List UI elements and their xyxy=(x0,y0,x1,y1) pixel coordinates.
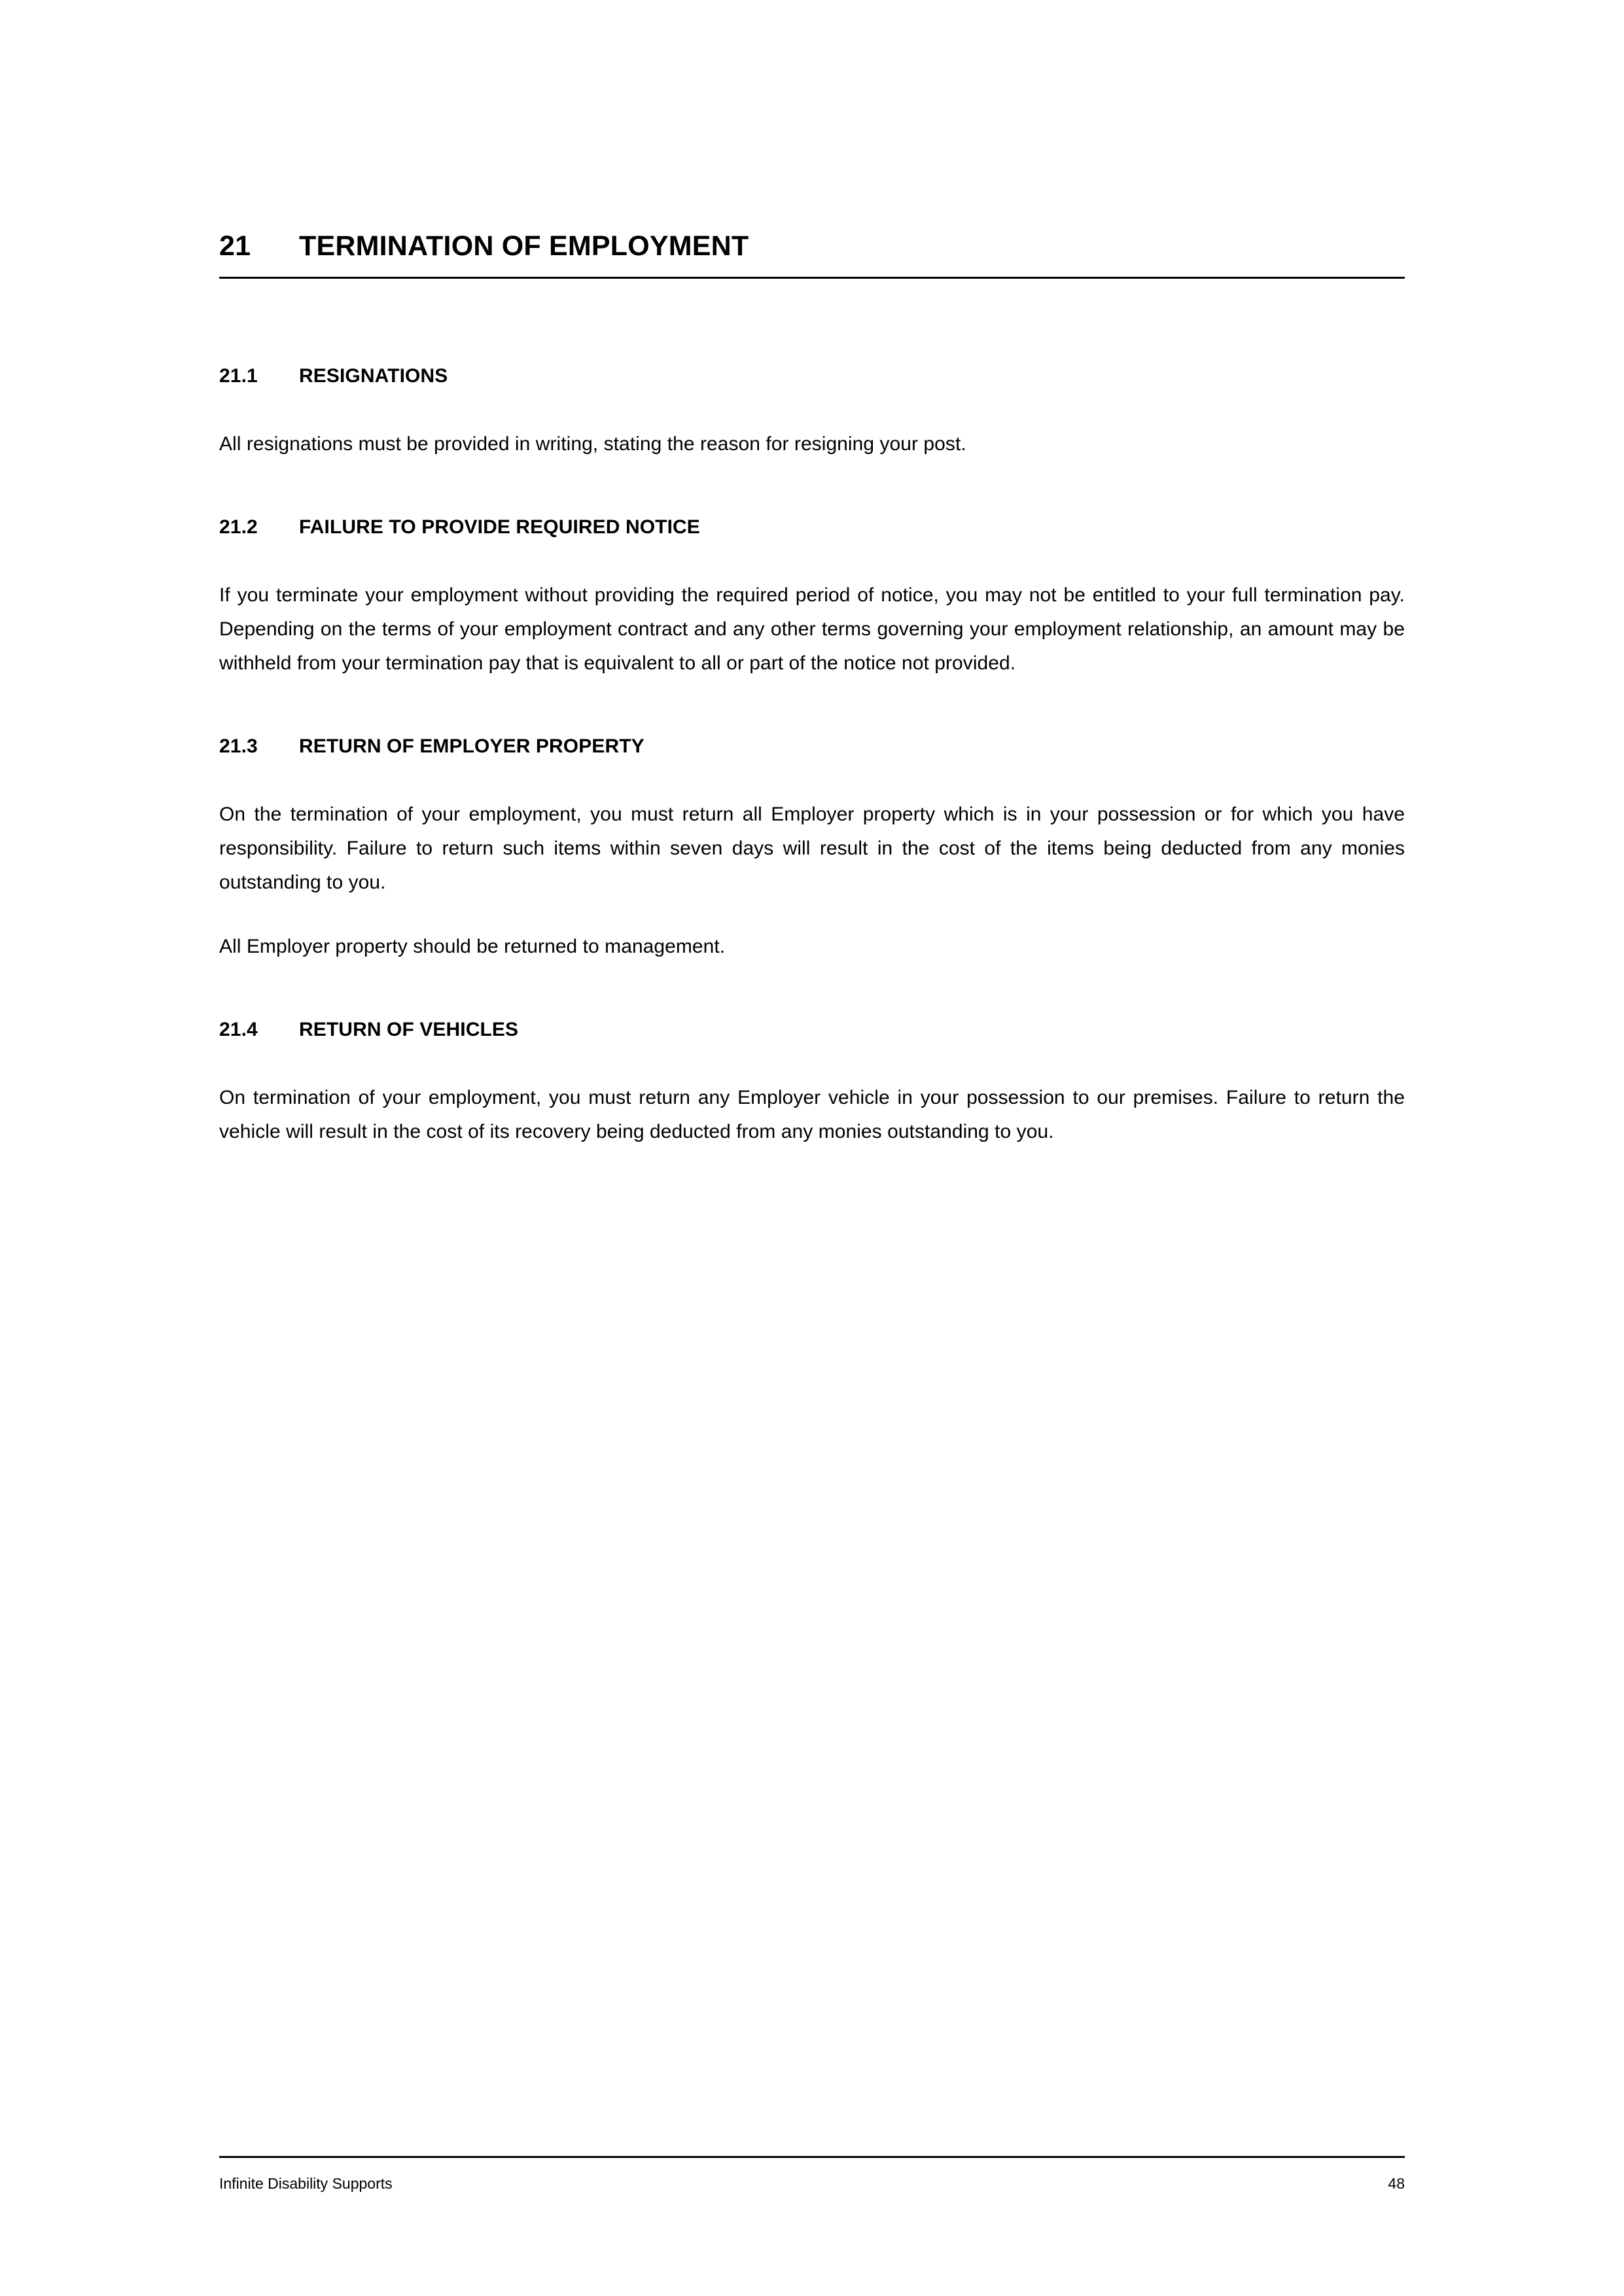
section-heading-21-2 xyxy=(219,516,1405,539)
section-number: 21.4 xyxy=(219,1019,258,1040)
footer-row xyxy=(219,2175,1405,2193)
section-number: 21.2 xyxy=(219,516,258,538)
section-title: RETURN OF VEHICLES xyxy=(299,1019,519,1040)
spacer xyxy=(219,1041,1405,1081)
footer-organisation: Infinite Disability Supports xyxy=(219,2175,393,2192)
chapter-divider xyxy=(219,277,1405,279)
section-title: RETURN OF EMPLOYER PROPERTY xyxy=(299,735,644,757)
section-number: 21.3 xyxy=(219,735,258,757)
spacer xyxy=(219,900,1405,930)
spacer xyxy=(219,680,1405,735)
section-title: RESIGNATIONS xyxy=(299,365,448,387)
section-heading-21-4 xyxy=(219,1019,1405,1041)
section-paragraph: On the termination of your employment, you must return all Employer property which is in your possession or for which you have responsibility. Failure to return such items within seven days will result in the cost of the items being deducted from any monies outstanding to you. xyxy=(219,804,1405,893)
section-paragraph: If you terminate your employment without providing the required period of notice, you may not be entitled to your full termination pay. Depending on the terms of your employment contract and any other terms governing your employment relationship, an amount may be withheld from your termination pay that is equivalent to all or part of the notice not provided. xyxy=(219,584,1405,674)
page-footer xyxy=(219,2156,1405,2193)
chapter-number: 21 xyxy=(219,230,251,262)
section-paragraph: All Employer property should be returned to management. xyxy=(219,936,726,957)
section-heading-21-1 xyxy=(219,365,1405,387)
section-paragraph: On termination of your employment, you must return any Employer vehicle in your possession to our premises. Failure to return the vehicle will result in the cost of its recovery being deducted from any monies outstanding to you. xyxy=(219,1087,1405,1142)
section-heading-21-3 xyxy=(219,735,1405,758)
spacer xyxy=(219,461,1405,516)
spacer xyxy=(219,964,1405,1019)
section-title: FAILURE TO PROVIDE REQUIRED NOTICE xyxy=(299,516,700,538)
spacer xyxy=(219,284,1405,365)
spacer xyxy=(219,539,1405,578)
footer-page-number: 48 xyxy=(1388,2175,1405,2192)
section-paragraph: All resignations must be provided in writing, stating the reason for resigning your post. xyxy=(219,433,966,455)
section-number: 21.1 xyxy=(219,365,258,387)
spacer xyxy=(219,758,1405,798)
chapter-title: TERMINATION OF EMPLOYMENT xyxy=(299,230,749,262)
footer-divider xyxy=(219,2156,1405,2158)
page-content xyxy=(219,0,1405,1149)
chapter-heading xyxy=(219,0,1405,262)
spacer xyxy=(219,387,1405,427)
